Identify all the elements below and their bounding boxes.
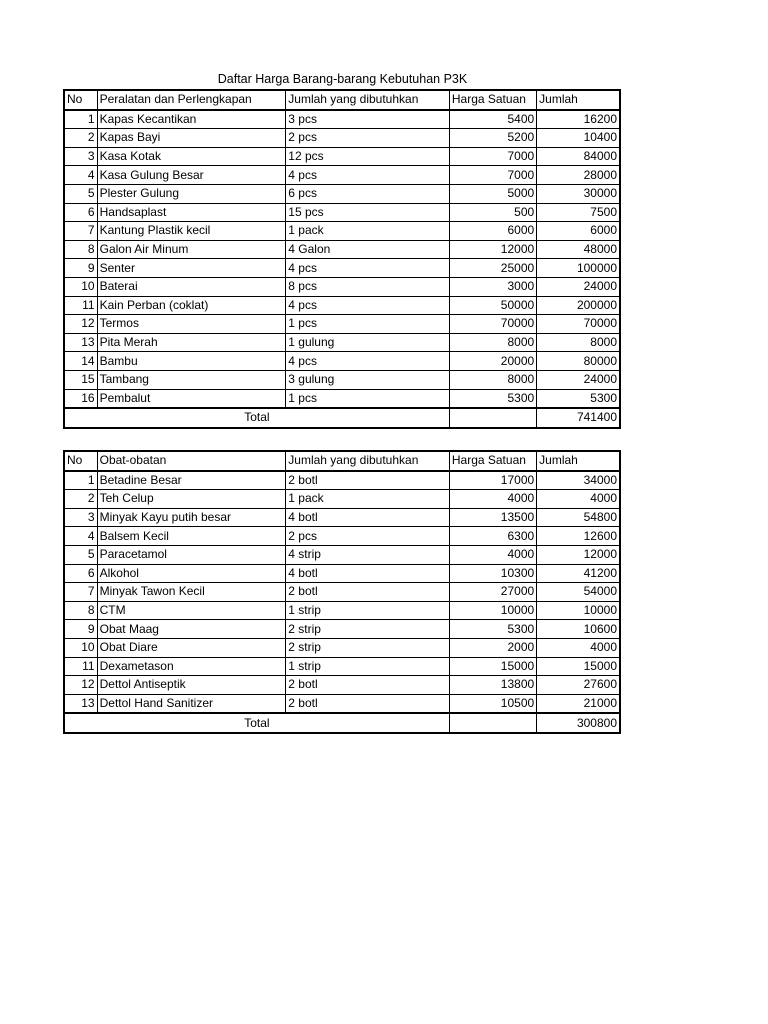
row-no: 11 bbox=[64, 657, 97, 676]
row-no: 5 bbox=[64, 545, 97, 564]
row-price: 25000 bbox=[449, 259, 536, 278]
row-item: Dexametason bbox=[97, 657, 286, 676]
row-no: 2 bbox=[64, 490, 97, 509]
row-no: 8 bbox=[64, 240, 97, 259]
row-price: 5400 bbox=[449, 110, 536, 129]
row-total: 10600 bbox=[537, 620, 620, 639]
row-price: 7000 bbox=[449, 147, 536, 166]
row-qty: 4 pcs bbox=[286, 166, 450, 185]
table-row bbox=[64, 259, 620, 278]
row-no: 5 bbox=[64, 184, 97, 203]
row-price: 4000 bbox=[449, 490, 536, 509]
table-row bbox=[64, 676, 620, 695]
row-price: 70000 bbox=[449, 315, 536, 334]
header-no: No bbox=[64, 90, 97, 110]
row-total: 54000 bbox=[537, 583, 620, 602]
row-total: 34000 bbox=[537, 471, 620, 490]
header-price: Harga Satuan bbox=[449, 451, 536, 471]
row-total: 70000 bbox=[537, 315, 620, 334]
row-price: 50000 bbox=[449, 296, 536, 315]
row-item: Baterai bbox=[97, 277, 286, 296]
row-item: Minyak Kayu putih besar bbox=[97, 508, 286, 527]
row-qty: 4 pcs bbox=[286, 352, 450, 371]
row-total: 12600 bbox=[537, 527, 620, 546]
row-item: Senter bbox=[97, 259, 286, 278]
row-no: 6 bbox=[64, 203, 97, 222]
row-no: 12 bbox=[64, 676, 97, 695]
total-empty-cell bbox=[449, 408, 536, 428]
table-row bbox=[64, 240, 620, 259]
row-price: 5000 bbox=[449, 184, 536, 203]
table-row bbox=[64, 389, 620, 408]
row-qty: 6 pcs bbox=[286, 184, 450, 203]
header-total: Jumlah bbox=[537, 451, 620, 471]
row-item: Dettol Antiseptik bbox=[97, 676, 286, 695]
row-qty: 1 pack bbox=[286, 490, 450, 509]
row-no: 10 bbox=[64, 277, 97, 296]
row-price: 13800 bbox=[449, 676, 536, 695]
row-price: 12000 bbox=[449, 240, 536, 259]
row-no: 1 bbox=[64, 471, 97, 490]
row-no: 6 bbox=[64, 564, 97, 583]
row-total: 6000 bbox=[537, 222, 620, 241]
header-price: Harga Satuan bbox=[449, 90, 536, 110]
row-price: 5200 bbox=[449, 129, 536, 148]
row-item: Kasa Gulung Besar bbox=[97, 166, 286, 185]
table-row bbox=[64, 657, 620, 676]
row-qty: 4 pcs bbox=[286, 259, 450, 278]
table-row bbox=[64, 564, 620, 583]
row-no: 8 bbox=[64, 601, 97, 620]
row-price: 500 bbox=[449, 203, 536, 222]
row-price: 8000 bbox=[449, 333, 536, 352]
row-total: 84000 bbox=[537, 147, 620, 166]
table-row bbox=[64, 129, 620, 148]
row-qty: 2 botl bbox=[286, 694, 450, 713]
row-price: 8000 bbox=[449, 370, 536, 389]
row-price: 10000 bbox=[449, 601, 536, 620]
total-value: 741400 bbox=[537, 408, 620, 428]
header-item: Peralatan dan Perlengkapan bbox=[97, 90, 286, 110]
table-header-row bbox=[64, 90, 620, 110]
row-no: 13 bbox=[64, 694, 97, 713]
row-item: Teh Celup bbox=[97, 490, 286, 509]
row-qty: 4 Galon bbox=[286, 240, 450, 259]
row-item: Obat Diare bbox=[97, 638, 286, 657]
row-total: 4000 bbox=[537, 638, 620, 657]
table-row bbox=[64, 184, 620, 203]
row-total: 12000 bbox=[537, 545, 620, 564]
row-qty: 1 pack bbox=[286, 222, 450, 241]
row-total: 4000 bbox=[537, 490, 620, 509]
row-qty: 2 strip bbox=[286, 620, 450, 639]
row-price: 17000 bbox=[449, 471, 536, 490]
row-qty: 3 pcs bbox=[286, 110, 450, 129]
row-price: 5300 bbox=[449, 620, 536, 639]
row-no: 14 bbox=[64, 352, 97, 371]
row-item: Bambu bbox=[97, 352, 286, 371]
row-total: 28000 bbox=[537, 166, 620, 185]
row-price: 10500 bbox=[449, 694, 536, 713]
table-row bbox=[64, 583, 620, 602]
row-qty: 4 botl bbox=[286, 508, 450, 527]
row-total: 41200 bbox=[537, 564, 620, 583]
table-row bbox=[64, 545, 620, 564]
row-item: Kain Perban (coklat) bbox=[97, 296, 286, 315]
row-no: 9 bbox=[64, 620, 97, 639]
row-total: 16200 bbox=[537, 110, 620, 129]
table-row bbox=[64, 352, 620, 371]
row-total: 80000 bbox=[537, 352, 620, 371]
table-row bbox=[64, 147, 620, 166]
row-qty: 4 pcs bbox=[286, 296, 450, 315]
row-total: 100000 bbox=[537, 259, 620, 278]
total-label: Total bbox=[64, 408, 449, 428]
row-item: Alkohol bbox=[97, 564, 286, 583]
row-no: 13 bbox=[64, 333, 97, 352]
table-row bbox=[64, 370, 620, 389]
total-row bbox=[64, 713, 620, 733]
table-row bbox=[64, 620, 620, 639]
row-item: Tambang bbox=[97, 370, 286, 389]
header-item: Obat-obatan bbox=[97, 451, 286, 471]
table-row bbox=[64, 296, 620, 315]
row-total: 8000 bbox=[537, 333, 620, 352]
total-empty-cell bbox=[449, 713, 536, 733]
row-price: 6300 bbox=[449, 527, 536, 546]
row-no: 3 bbox=[64, 147, 97, 166]
row-item: Paracetamol bbox=[97, 545, 286, 564]
table-row bbox=[64, 694, 620, 713]
row-qty: 1 strip bbox=[286, 601, 450, 620]
row-qty: 2 botl bbox=[286, 676, 450, 695]
row-qty: 12 pcs bbox=[286, 147, 450, 166]
row-qty: 4 botl bbox=[286, 564, 450, 583]
row-no: 3 bbox=[64, 508, 97, 527]
row-qty: 2 botl bbox=[286, 583, 450, 602]
row-qty: 1 pcs bbox=[286, 389, 450, 408]
total-label: Total bbox=[64, 713, 449, 733]
table-row bbox=[64, 638, 620, 657]
row-qty: 2 pcs bbox=[286, 129, 450, 148]
row-no: 12 bbox=[64, 315, 97, 334]
table-row bbox=[64, 166, 620, 185]
row-price: 3000 bbox=[449, 277, 536, 296]
row-total: 200000 bbox=[537, 296, 620, 315]
header-total: Jumlah bbox=[537, 90, 620, 110]
row-price: 6000 bbox=[449, 222, 536, 241]
row-total: 48000 bbox=[537, 240, 620, 259]
row-item: Balsem Kecil bbox=[97, 527, 286, 546]
row-total: 27600 bbox=[537, 676, 620, 695]
row-item: Kapas Kecantikan bbox=[97, 110, 286, 129]
row-price: 2000 bbox=[449, 638, 536, 657]
row-item: Handsaplast bbox=[97, 203, 286, 222]
table-row bbox=[64, 277, 620, 296]
row-qty: 3 gulung bbox=[286, 370, 450, 389]
row-no: 2 bbox=[64, 129, 97, 148]
row-item: Termos bbox=[97, 315, 286, 334]
row-total: 10400 bbox=[537, 129, 620, 148]
row-total: 30000 bbox=[537, 184, 620, 203]
table-row bbox=[64, 490, 620, 509]
row-qty: 2 botl bbox=[286, 471, 450, 490]
table-row bbox=[64, 110, 620, 129]
medicine-table bbox=[63, 450, 621, 734]
row-no: 4 bbox=[64, 527, 97, 546]
row-qty: 2 strip bbox=[286, 638, 450, 657]
row-no: 4 bbox=[64, 166, 97, 185]
row-item: Pita Merah bbox=[97, 333, 286, 352]
row-item: Plester Gulung bbox=[97, 184, 286, 203]
header-qty: Jumlah yang dibutuhkan bbox=[286, 451, 450, 471]
row-item: Kapas Bayi bbox=[97, 129, 286, 148]
row-item: CTM bbox=[97, 601, 286, 620]
table-row bbox=[64, 222, 620, 241]
row-qty: 15 pcs bbox=[286, 203, 450, 222]
table-row bbox=[64, 508, 620, 527]
row-item: Kantung Plastik kecil bbox=[97, 222, 286, 241]
row-price: 7000 bbox=[449, 166, 536, 185]
equipment-table bbox=[63, 89, 621, 429]
row-qty: 8 pcs bbox=[286, 277, 450, 296]
row-total: 10000 bbox=[537, 601, 620, 620]
row-qty: 1 pcs bbox=[286, 315, 450, 334]
row-price: 5300 bbox=[449, 389, 536, 408]
row-qty: 4 strip bbox=[286, 545, 450, 564]
row-no: 1 bbox=[64, 110, 97, 129]
row-price: 13500 bbox=[449, 508, 536, 527]
row-qty: 1 strip bbox=[286, 657, 450, 676]
row-price: 15000 bbox=[449, 657, 536, 676]
total-value: 300800 bbox=[537, 713, 620, 733]
row-price: 27000 bbox=[449, 583, 536, 602]
row-item: Dettol Hand Sanitizer bbox=[97, 694, 286, 713]
row-price: 20000 bbox=[449, 352, 536, 371]
row-total: 21000 bbox=[537, 694, 620, 713]
header-no: No bbox=[64, 451, 97, 471]
row-total: 54800 bbox=[537, 508, 620, 527]
table-header-row bbox=[64, 451, 620, 471]
row-price: 10300 bbox=[449, 564, 536, 583]
row-item: Obat Maag bbox=[97, 620, 286, 639]
row-no: 9 bbox=[64, 259, 97, 278]
row-no: 7 bbox=[64, 583, 97, 602]
row-qty: 1 gulung bbox=[286, 333, 450, 352]
row-item: Minyak Tawon Kecil bbox=[97, 583, 286, 602]
row-total: 7500 bbox=[537, 203, 620, 222]
page-title: Daftar Harga Barang-barang Kebutuhan P3K bbox=[217, 72, 468, 86]
row-no: 10 bbox=[64, 638, 97, 657]
header-qty: Jumlah yang dibutuhkan bbox=[286, 90, 450, 110]
row-price: 4000 bbox=[449, 545, 536, 564]
table-row bbox=[64, 601, 620, 620]
row-no: 7 bbox=[64, 222, 97, 241]
row-no: 11 bbox=[64, 296, 97, 315]
row-total: 5300 bbox=[537, 389, 620, 408]
table-row bbox=[64, 471, 620, 490]
row-item: Betadine Besar bbox=[97, 471, 286, 490]
row-no: 16 bbox=[64, 389, 97, 408]
row-item: Pembalut bbox=[97, 389, 286, 408]
table-row bbox=[64, 315, 620, 334]
row-no: 15 bbox=[64, 370, 97, 389]
row-item: Galon Air Minum bbox=[97, 240, 286, 259]
row-item: Kasa Kotak bbox=[97, 147, 286, 166]
table-row bbox=[64, 527, 620, 546]
table-row bbox=[64, 333, 620, 352]
row-qty: 2 pcs bbox=[286, 527, 450, 546]
total-row bbox=[64, 408, 620, 428]
row-total: 15000 bbox=[537, 657, 620, 676]
row-total: 24000 bbox=[537, 370, 620, 389]
table-row bbox=[64, 203, 620, 222]
row-total: 24000 bbox=[537, 277, 620, 296]
